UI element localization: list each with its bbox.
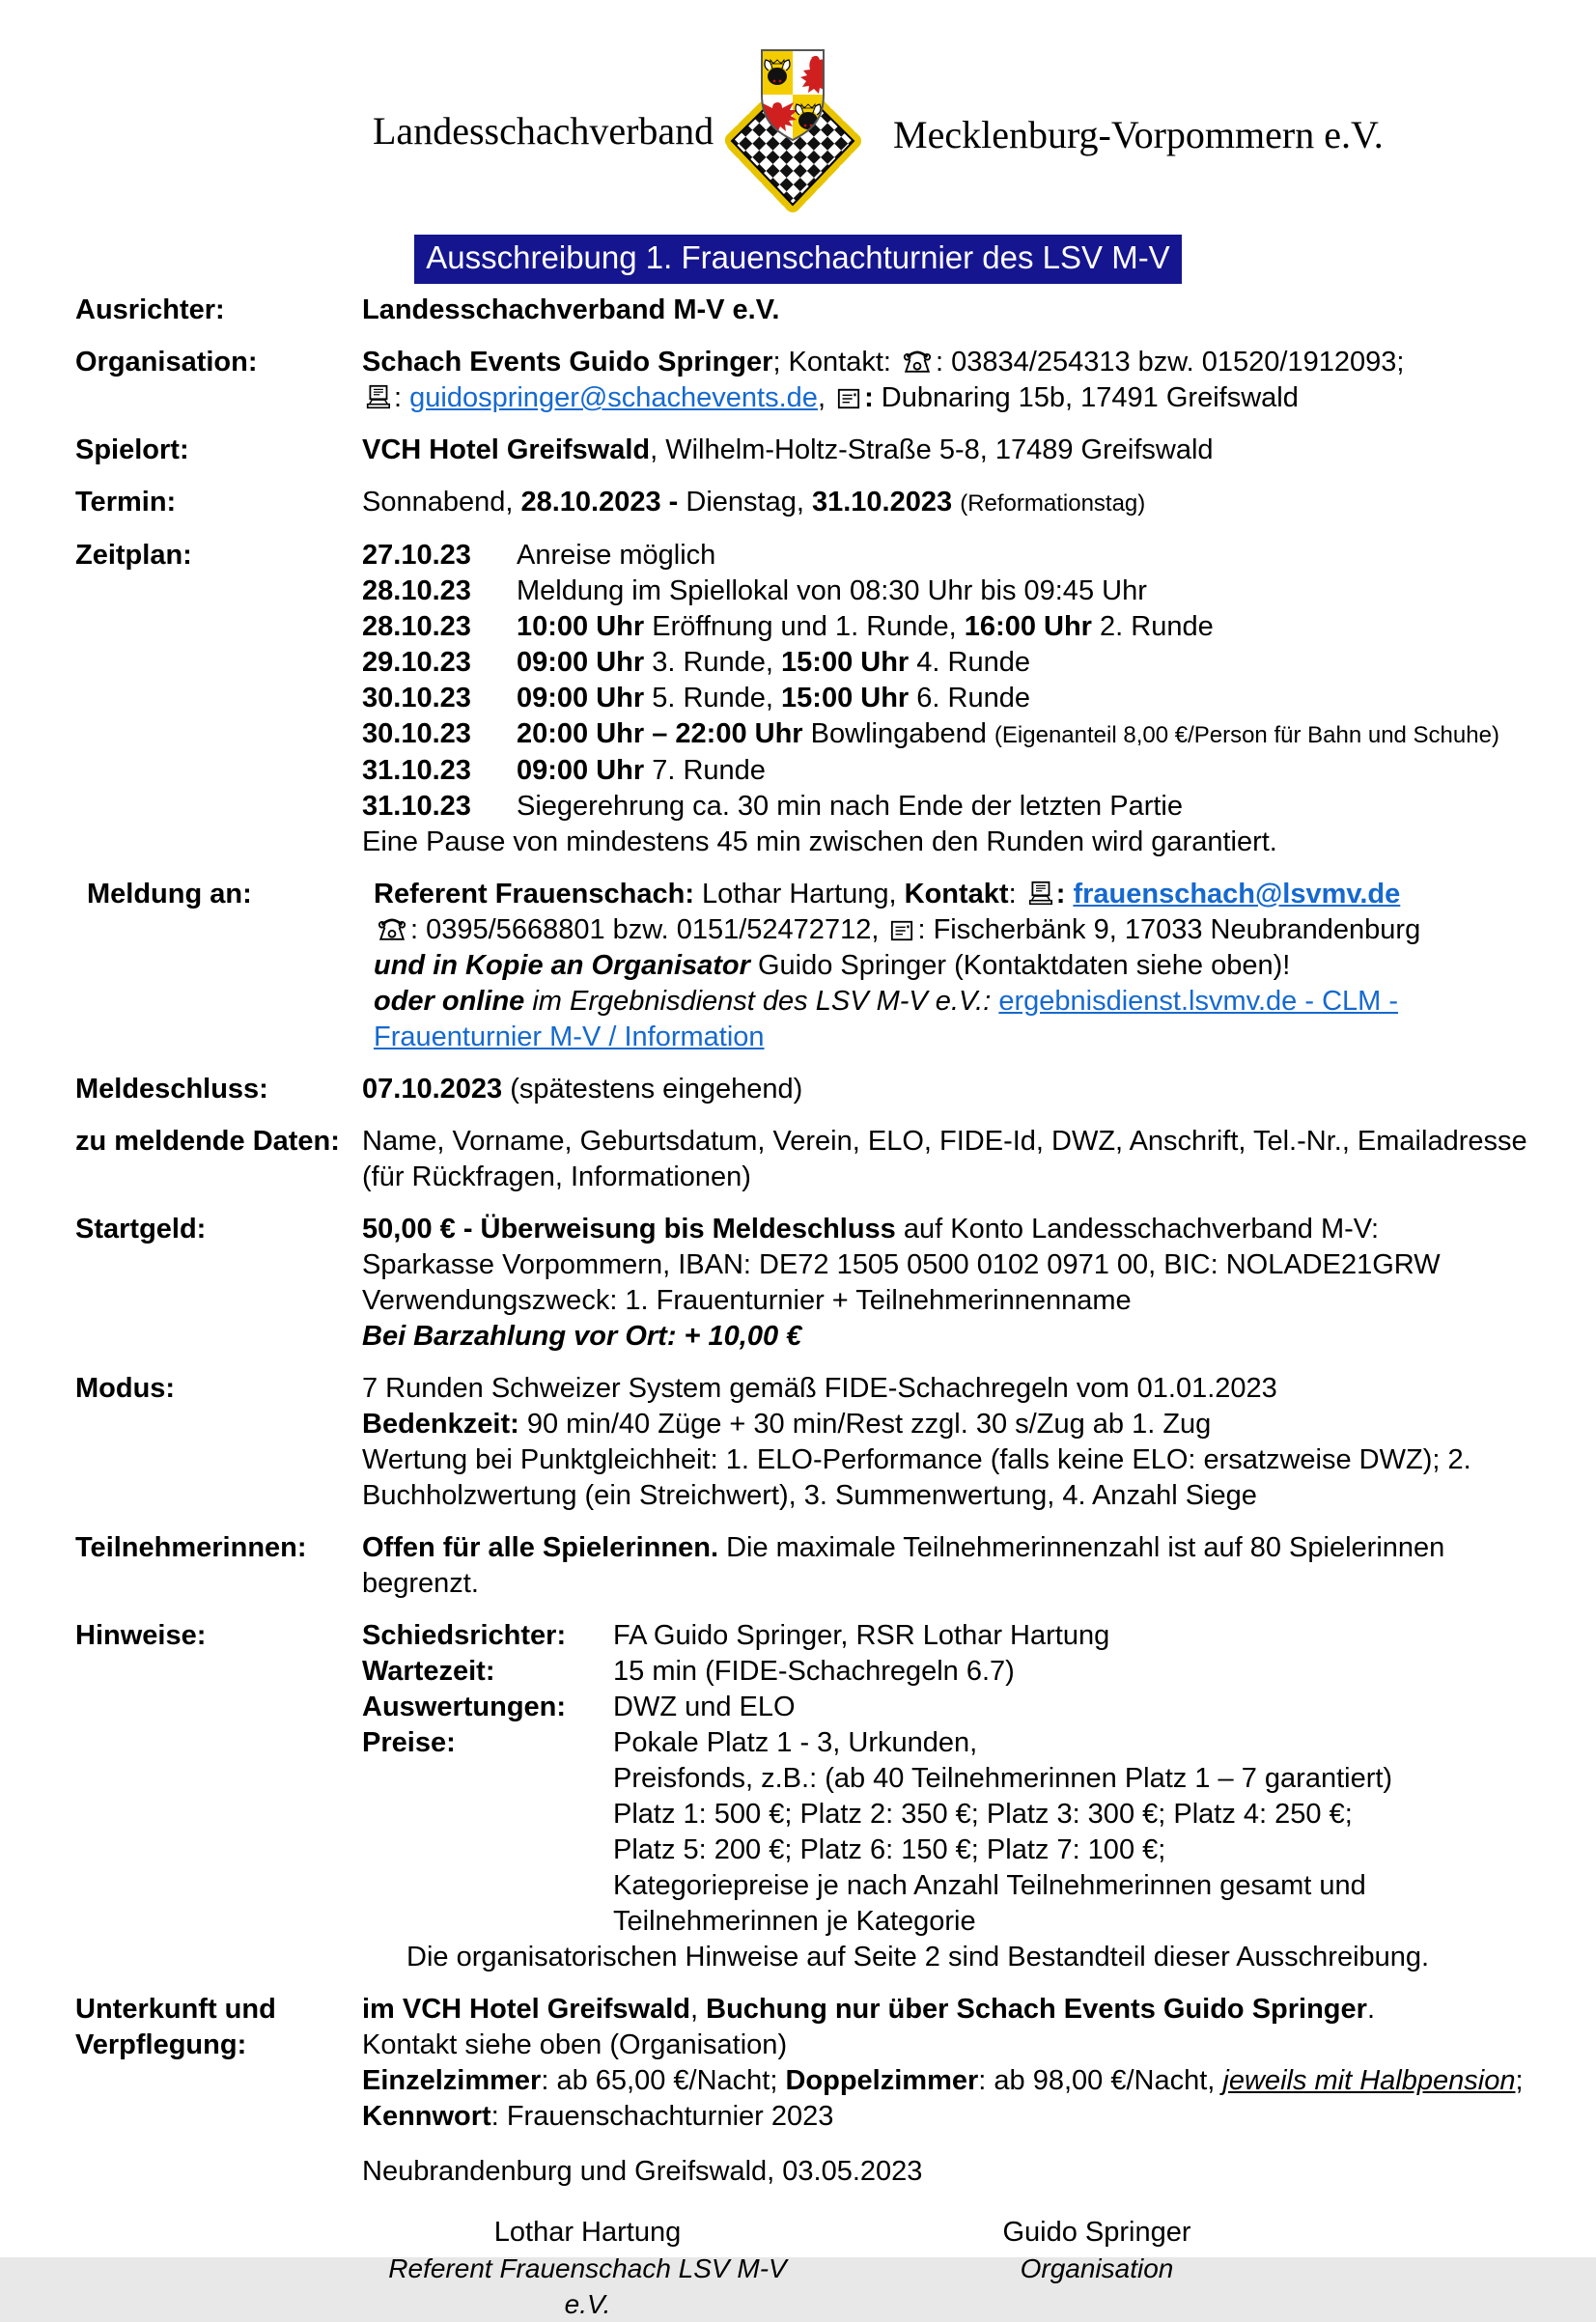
paragraph: Preise: Pokale Platz 1 - 3, Urkunden,	[362, 1725, 1535, 1761]
row-label-teilnehmerinnen: Teilnehmerinnen:	[75, 1532, 307, 1563]
computer-icon	[1027, 881, 1053, 907]
paragraph: Preisfonds, z.B.: (ab 40 Teilnehmerinnen Platz 1 – 7 garantiert)	[613, 1763, 1393, 1794]
paragraph: Kategoriepreise je nach Anzahl Teilnehmerinnen gesamt und	[613, 1870, 1366, 1901]
paragraph: Die organisatorischen Hinweise auf Seite 2 sind Bestandteil dieser Ausschreibung.	[406, 1942, 1430, 1972]
row-content-meldung-an	[374, 877, 1535, 1055]
paragraph: 27.10.23 Anreise möglich	[362, 538, 1535, 574]
paragraph: 29.10.23 09:00 Uhr 3. Runde, 15:00 Uhr 4. Runde	[362, 645, 1535, 681]
row-zu-meldende-daten	[75, 1124, 1535, 1195]
paragraph: 28.10.23 10:00 Uhr Eröffnung und 1. Runde, 16:00 Uhr 2. Runde	[362, 609, 1535, 645]
paragraph: Bedenkzeit: 90 min/40 Züge + 30 min/Rest zzgl. 30 s/Zug ab 1. Zug	[362, 1409, 1212, 1440]
row-label-meldeschluss: Meldeschluss:	[75, 1074, 268, 1105]
computer-icon	[365, 384, 391, 410]
paragraph: 30.10.23 09:00 Uhr 5. Runde, 15:00 Uhr 6. Runde	[362, 681, 1535, 716]
paragraph: 07.10.2023 (spätestens eingehend)	[362, 1074, 803, 1105]
phone-icon	[377, 916, 407, 942]
row-label-organisation: Organisation:	[75, 347, 258, 378]
paragraph: Wartezeit: 15 min (FIDE-Schachregeln 6.7)	[362, 1654, 1535, 1690]
page-title: Ausschreibung 1. Frauenschachturnier des LSV M-V	[414, 235, 1181, 284]
para-lead: 31.10.23	[362, 791, 471, 822]
paragraph: 50,00 € - Überweisung bis Meldeschluss auf Konto Landesschachverband M-V:	[362, 1214, 1380, 1245]
paragraph: Schach Events Guido Springer; Kontakt: : 03834/254313 bzw. 01520/1912093;	[362, 347, 1405, 378]
row-content-modus	[362, 1371, 1535, 1514]
row-content-ausrichter	[362, 293, 1535, 328]
para-lead: Preise:	[362, 1727, 456, 1758]
para-lead: Wartezeit:	[362, 1656, 495, 1687]
para-lead: 30.10.23	[362, 718, 471, 749]
row-label-ort-datum	[75, 2154, 362, 2190]
para-lead: Schiedsrichter:	[362, 1620, 567, 1651]
row-label-zeitplan: Zeitplan:	[75, 540, 192, 571]
row-organisation	[75, 345, 1535, 416]
row-meldeschluss	[75, 1072, 1535, 1107]
signature-spacer	[813, 2215, 894, 2322]
row-content-spielort	[362, 433, 1535, 468]
paragraph: Platz 1: 500 €; Platz 2: 350 €; Platz 3: 300 €; Platz 4: 250 €;	[613, 1799, 1353, 1830]
paragraph: Neubrandenburg und Greifswald, 03.05.2023	[362, 2156, 923, 2187]
paragraph: Name, Vorname, Geburtsdatum, Verein, ELO, FIDE-Id, DWZ, Anschrift, Tel.-Nr., Emailadresse (für Rückfragen, Informationen)	[362, 1126, 1527, 1192]
row-label-hinweise: Hinweise:	[75, 1620, 207, 1651]
row-content-zu-meldende-daten	[362, 1124, 1535, 1195]
para-lead: 31.10.23	[362, 755, 471, 786]
row-content-teilnehmerinnen	[362, 1530, 1535, 1602]
row-ort-datum	[75, 2154, 1535, 2190]
paragraph: VCH Hotel Greifswald, Wilhelm-Holtz-Straße 5-8, 17489 Greifswald	[362, 434, 1214, 465]
organisation-email-link[interactable]: guidospringer@schachevents.de	[409, 382, 818, 413]
row-ausrichter	[75, 293, 1535, 328]
paragraph: : guidospringer@schachevents.de, : Dubnaring 15b, 17491 Greifswald	[362, 380, 1535, 416]
paragraph: Einzelzimmer: ab 65,00 €/Nacht; Doppelzimmer: ab 98,00 €/Nacht, jeweils mit Halbpension; Kennwort: Frauenschachturnier 2023	[362, 2065, 1524, 2132]
paragraph: Kontakt siehe oben (Organisation)	[362, 2029, 788, 2060]
paragraph: 30.10.23 20:00 Uhr – 22:00 Uhr Bowlingabend (Eigenanteil 8,00 €/Person für Bahn und Schuhe)	[362, 716, 1535, 753]
row-teilnehmerinnen	[75, 1530, 1535, 1602]
para-lead: 28.10.23	[362, 575, 471, 606]
paragraph: : 0395/5668801 bzw. 0151/52472712, : Fischerbänk 9, 17033 Neubrandenburg	[374, 912, 1535, 948]
signature-right-role: Organisation	[1020, 2253, 1174, 2283]
row-label-modus: Modus:	[75, 1373, 176, 1404]
paragraph: Eine Pause von mindestens 45 min zwischen den Runden wird garantiert.	[362, 826, 1277, 857]
document-body	[75, 293, 1535, 2322]
paragraph: im VCH Hotel Greifswald, Buchung nur über Schach Events Guido Springer.	[362, 1994, 1376, 2025]
paragraph: Platz 5: 200 €; Platz 6: 150 €; Platz 7: 100 €;	[613, 1834, 1166, 1865]
signature-right-name: Guido Springer	[1002, 2217, 1191, 2248]
document-header	[0, 0, 1596, 232]
row-termin	[75, 485, 1535, 521]
row-label-meldung-an: Meldung an:	[87, 879, 252, 909]
phone-icon	[902, 349, 933, 375]
coat-of-arms-icon	[726, 46, 859, 209]
paragraph: Verwendungszweck: 1. Frauenturnier + Teilnehmerinnenname	[362, 1285, 1132, 1316]
lsv-crest-logo	[726, 46, 859, 213]
document-rows	[75, 293, 1535, 2190]
row-hinweise	[75, 1618, 1535, 1975]
paragraph: Auswertungen: DWZ und ELO	[362, 1690, 1535, 1725]
paragraph: Landesschachverband M-V e.V.	[362, 294, 780, 325]
signature-left-role: Referent Frauenschach LSV M-V e.V.	[388, 2253, 787, 2319]
row-modus	[75, 1371, 1535, 1514]
signature-left-name: Lothar Hartung	[493, 2217, 682, 2248]
paragraph: Referent Frauenschach: Lothar Hartung, Kontakt: : frauenschach@lsvmv.de	[374, 879, 1401, 909]
paragraph: Bei Barzahlung vor Ort: + 10,00 €	[362, 1321, 802, 1352]
meldung-email-link[interactable]: frauenschach@lsvmv.de	[1073, 879, 1401, 909]
row-content-meldeschluss	[362, 1072, 1535, 1107]
para-lead: 28.10.23	[362, 611, 471, 642]
paragraph: 31.10.23 09:00 Uhr 7. Runde	[362, 753, 1535, 789]
para-lead: 27.10.23	[362, 540, 471, 571]
row-content-hinweise	[362, 1618, 1535, 1975]
row-spielort	[75, 433, 1535, 468]
title-row	[0, 235, 1596, 284]
letter-icon	[836, 387, 861, 410]
paragraph: Teilnehmerinnen je Kategorie	[613, 1906, 976, 1937]
row-content-zeitplan	[362, 538, 1535, 860]
paragraph: Sonnabend, 28.10.2023 - Dienstag, 31.10.2023 (Reformationstag)	[362, 487, 1146, 518]
paragraph: Schiedsrichter: FA Guido Springer, RSR Lothar Hartung	[362, 1618, 1535, 1654]
row-label-unterkunft-verpflegung: Unterkunft und Verpflegung:	[75, 1994, 276, 2060]
row-unterkunft-verpflegung	[75, 1992, 1535, 2135]
row-meldung-an	[75, 877, 1535, 1055]
letter-icon	[889, 919, 914, 942]
row-content-startgeld	[362, 1212, 1535, 1355]
ergebnisdienst-link[interactable]: ergebnisdienst.lsvmv.de - CLM - Frauenturnier M-V / Information	[374, 986, 1399, 1052]
row-content-termin	[362, 485, 1535, 521]
row-label-startgeld: Startgeld:	[75, 1214, 207, 1245]
paragraph: oder online im Ergebnisdienst des LSV M-V e.V.: ergebnisdienst.lsvmv.de - CLM - Frauenturnier M-V / Information	[374, 986, 1399, 1052]
row-content-unterkunft-verpflegung	[362, 1992, 1535, 2135]
row-content-organisation	[362, 345, 1535, 416]
paragraph: 31.10.23 Siegerehrung ca. 30 min nach Ende der letzten Partie	[362, 789, 1535, 825]
signature-right	[894, 2215, 1300, 2322]
row-label-ausrichter: Ausrichter:	[75, 294, 225, 325]
para-lead: Auswertungen:	[362, 1692, 567, 1722]
header-right-text: Mecklenburg-Vorpommern e.V.	[893, 113, 1384, 156]
paragraph: Offen für alle Spielerinnen. Die maximale Teilnehmerinnenzahl ist auf 80 Spielerinnen begrenzt.	[362, 1532, 1445, 1599]
para-lead: 29.10.23	[362, 647, 471, 678]
paragraph: und in Kopie an Organisator Guido Springer (Kontaktdaten siehe oben)!	[374, 950, 1291, 981]
para-lead: 30.10.23	[362, 683, 471, 713]
signature-left	[362, 2215, 813, 2322]
row-content-ort-datum	[362, 2154, 1535, 2190]
row-label-zu-meldende-daten: zu meldende Daten:	[75, 1126, 340, 1157]
header-left-text: Landesschachverband	[373, 109, 714, 153]
paragraph: 28.10.23 Meldung im Spiellokal von 08:30 Uhr bis 09:45 Uhr	[362, 574, 1535, 609]
row-startgeld	[75, 1212, 1535, 1355]
paragraph: Wertung bei Punktgleichheit: 1. ELO-Performance (falls keine ELO: ersatzweise DWZ); 2. Buchholzwertung (ein Streichwert), 3. Summenwertung, 4. Anzahl Siege	[362, 1444, 1471, 1511]
row-zeitplan	[75, 538, 1535, 860]
paragraph: 7 Runden Schweizer System gemäß FIDE-Schachregeln vom 01.01.2023	[362, 1373, 1277, 1404]
row-label-spielort: Spielort:	[75, 434, 189, 465]
row-label-termin: Termin:	[75, 487, 177, 518]
paragraph: Sparkasse Vorpommern, IBAN: DE72 1505 0500 0102 0971 00, BIC: NOLADE21GRW	[362, 1249, 1441, 1280]
signature-row	[362, 2215, 1535, 2322]
